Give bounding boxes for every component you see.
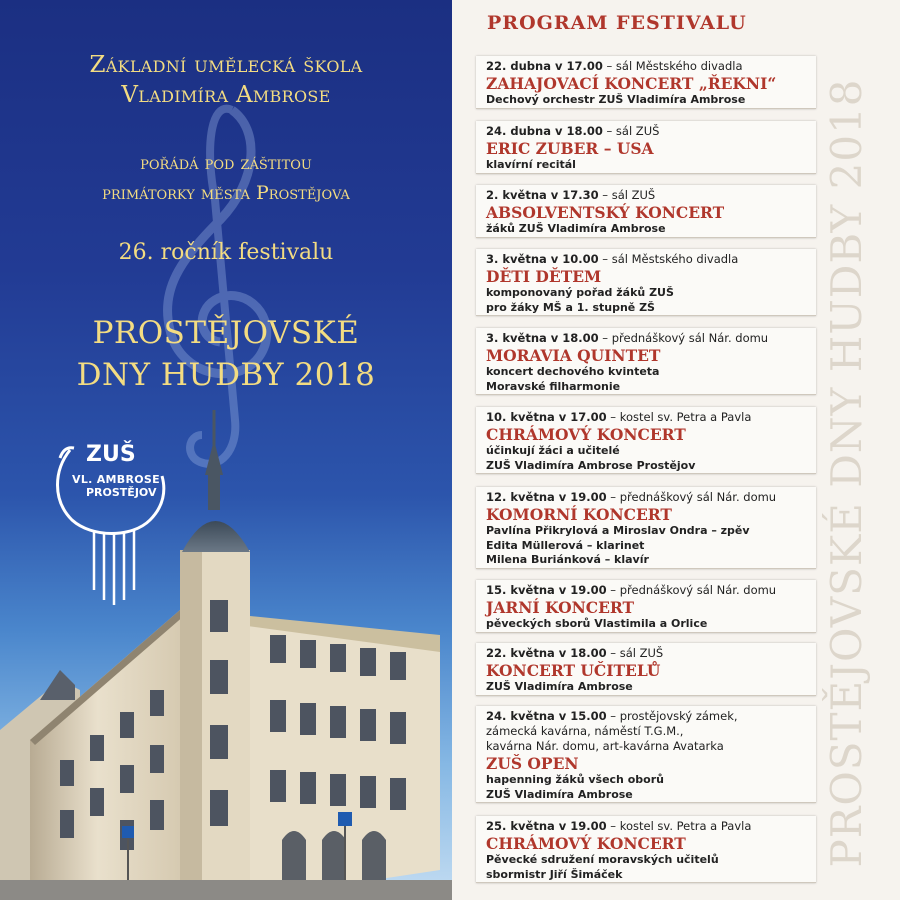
event-card-inner — [476, 816, 816, 882]
event-date-line — [486, 124, 816, 139]
event-card — [476, 580, 816, 633]
event-description: Pavlína Přikrylová a Miroslav Ondra – zpěv — [486, 524, 750, 537]
event-date: 10. května v 17.00 — [486, 410, 607, 424]
event-name: ZUŠ OPEN — [486, 754, 579, 773]
school-name — [0, 50, 452, 110]
event-card-inner — [476, 121, 816, 173]
event-card — [476, 706, 816, 803]
event-venue: – sál ZUŠ — [602, 124, 660, 138]
event-date: 3. května v 18.00 — [486, 331, 599, 345]
event-description: ZUŠ Vladimíra Ambrose Prostějov — [486, 458, 696, 472]
event-date: 15. května v 19.00 — [486, 583, 607, 597]
event-card — [476, 185, 816, 238]
event-name: CHRÁMOVÝ KONCERT — [486, 425, 686, 444]
event-card-inner — [476, 185, 816, 237]
event-description: Edita Müllerová – klarinet — [486, 538, 645, 552]
patronage-line-1: pořádá pod záštitou — [140, 152, 312, 174]
school-line-2: Vladimíra Ambrose — [121, 82, 331, 108]
event-venue: – přednáškový sál Nár. domu — [598, 331, 769, 345]
event-name: ERIC ZUBER – USA — [486, 139, 654, 158]
event-name: ZAHAJOVACÍ KONCERT „ŘEKNI“ — [486, 74, 777, 93]
event-description: ZUŠ Vladimíra Ambrose — [486, 787, 633, 801]
event-card-inner — [476, 706, 816, 802]
program-title: PROGRAM FESTIVALU — [487, 12, 747, 34]
festival-line-1: PROSTĚJOVSKÉ — [92, 315, 360, 351]
patronage-line-2: primátorky města Prostějova — [102, 182, 350, 204]
event-date: 24. května v 15.00 — [486, 709, 607, 723]
event-date: 24. dubna v 18.00 — [486, 124, 603, 138]
event-date: 25. května v 19.00 — [486, 819, 607, 833]
event-date-line — [486, 819, 816, 834]
event-description: klavírní recitál — [486, 158, 576, 171]
event-card-inner — [476, 643, 816, 695]
event-venue: – přednáškový sál Nár. domu — [606, 583, 777, 597]
festival-name — [0, 312, 452, 396]
event-description: Milena Buriánková – klavír — [486, 553, 649, 566]
event-venue: – sál Městského divadla — [602, 59, 743, 73]
event-card — [476, 407, 816, 474]
event-venue: – sál ZUŠ — [606, 646, 664, 660]
logo-title: ZUŠ — [86, 442, 136, 467]
festival-line-2: DNY HUDBY 2018 — [76, 357, 376, 393]
right-panel — [452, 0, 900, 900]
event-name: CHRÁMOVÝ KONCERT — [486, 834, 686, 853]
event-venue: – kostel sv. Petra a Pavla — [606, 819, 752, 833]
event-date-line — [486, 709, 816, 724]
event-date-line — [486, 583, 816, 598]
event-venue: – sál ZUŠ — [598, 188, 656, 202]
logo-line-2: PROSTĚJOV — [86, 486, 157, 499]
event-venue: – prostějovský zámek, — [606, 709, 738, 723]
event-venue-extra: kavárna Nár. domu, art-kavárna Avatarka — [486, 739, 724, 753]
event-date: 2. května v 17.30 — [486, 188, 599, 202]
event-venue: – sál Městského divadla — [598, 252, 739, 266]
event-card — [476, 328, 816, 395]
event-card-inner — [476, 56, 816, 108]
event-date-line — [486, 410, 816, 425]
event-name: ABSOLVENTSKÝ KONCERT — [486, 203, 725, 222]
event-date-line — [486, 490, 816, 505]
logo-line-1: VL. AMBROSE — [72, 473, 160, 486]
event-card — [476, 487, 816, 569]
event-venue: – kostel sv. Petra a Pavla — [606, 410, 752, 424]
event-card-inner — [476, 328, 816, 394]
vertical-festival-title: PROSTĚJOVSKÉ DNY HUDBY 2018 — [822, 78, 871, 868]
event-description: Pěvecké sdružení moravských učitelů — [486, 853, 719, 866]
event-date-line — [486, 59, 816, 74]
school-line-1: Základní umělecká škola — [89, 52, 363, 78]
event-description: žáků ZUŠ Vladimíra Ambrose — [486, 222, 666, 235]
event-card-inner — [476, 487, 816, 568]
event-date: 12. května v 19.00 — [486, 490, 607, 504]
patronage — [0, 148, 452, 208]
event-card — [476, 56, 816, 109]
event-card-inner — [476, 580, 816, 632]
event-date-line — [486, 252, 816, 267]
event-venue: – přednáškový sál Nár. domu — [606, 490, 777, 504]
event-card — [476, 249, 816, 316]
event-name: JARNÍ KONCERT — [486, 598, 635, 617]
zus-logo — [52, 440, 182, 610]
event-date-line — [486, 646, 816, 661]
event-description: Moravské filharmonie — [486, 379, 621, 393]
event-description: koncert dechového kvinteta — [486, 365, 660, 378]
event-date-line — [486, 331, 816, 346]
event-description: hapenning žáků všech oborů — [486, 773, 664, 786]
event-date: 22. května v 18.00 — [486, 646, 607, 660]
event-description: pro žáky MŠ a 1. stupně ZŠ — [486, 300, 655, 314]
event-card — [476, 643, 816, 696]
edition: 26. ročník festivalu — [118, 240, 334, 265]
event-name: KOMORNÍ KONCERT — [486, 505, 672, 524]
event-description: sbormistr Jiří Šimáček — [486, 867, 623, 881]
event-description: Dechový orchestr ZUŠ Vladimíra Ambrose — [486, 93, 746, 106]
event-card-inner — [476, 249, 816, 315]
event-venue-extra: zámecká kavárna, náměstí T.G.M., — [486, 724, 684, 738]
event-card-inner — [476, 407, 816, 473]
event-name: KONCERT UČITELŮ — [486, 661, 661, 680]
event-card — [476, 816, 816, 883]
event-date-line — [486, 188, 816, 203]
event-description: účinkují žáci a učitelé — [486, 444, 620, 457]
event-card — [476, 121, 816, 174]
event-description: pěveckých sborů Vlastimila a Orlice — [486, 617, 708, 630]
event-description: ZUŠ Vladimíra Ambrose — [486, 680, 633, 693]
event-description: komponovaný pořad žáků ZUŠ — [486, 286, 674, 299]
event-name: DĚTI DĚTEM — [486, 267, 602, 286]
event-name: MORAVIA QUINTET — [486, 346, 661, 365]
event-date: 3. května v 10.00 — [486, 252, 599, 266]
event-date: 22. dubna v 17.00 — [486, 59, 603, 73]
